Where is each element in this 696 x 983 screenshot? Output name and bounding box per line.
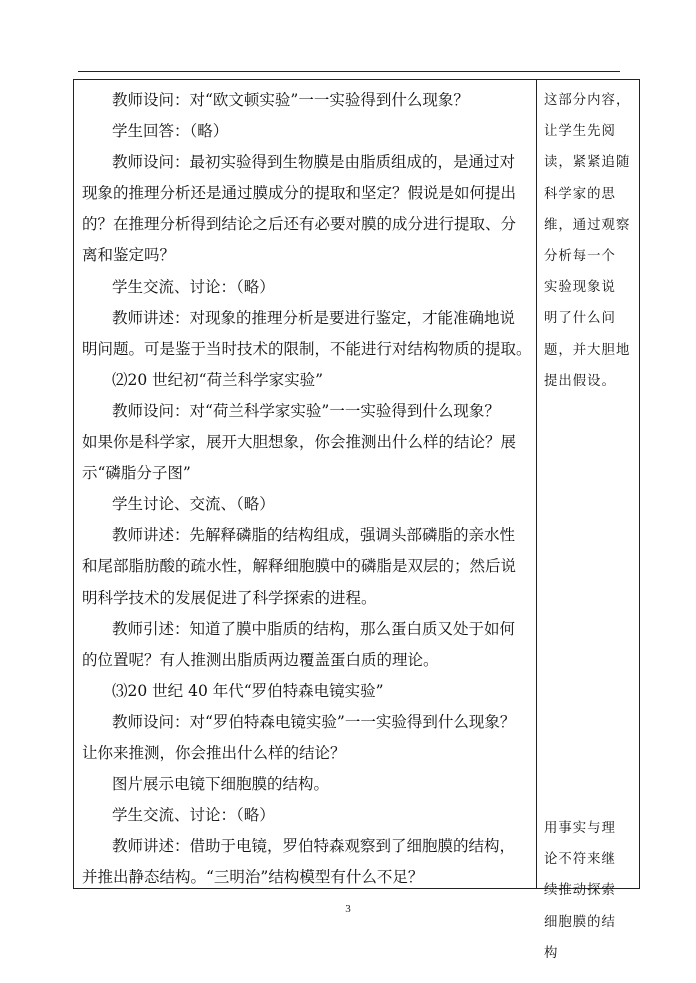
side-note-line: 题，并大胆地 (544, 342, 631, 358)
text-line: 并推出静态结构。“三明治”结构模型有什么不足？ (82, 868, 424, 887)
text-line: 如果你是科学家，展开大胆想象，你会推测出什么样的结论？展 (82, 433, 517, 452)
text-line: 示“磷脂分子图” (82, 464, 191, 483)
page-number: 3 (345, 903, 351, 915)
text-line: 让你来推测，你会推出什么样的结论？ (82, 743, 346, 762)
text-line: 教师设问：对“欧文顿实验”一一实验得到什么现象？ (112, 91, 469, 109)
side-note-line: 提出假设。 (544, 373, 616, 389)
text-line: 教师设问：对“罗伯特森电镜实验”一一实验得到什么现象？ (112, 712, 516, 731)
side-note-line: 细胞膜的结 (544, 914, 616, 930)
text-line: 离和鉴定吗？ (82, 246, 176, 265)
teaching-process-column (82, 85, 534, 893)
text-line: 和尾部脂肪酸的疏水性，解释细胞膜中的磷脂是双层的；然后说 (82, 557, 517, 576)
side-note-line: 读，紧紧追随 (544, 155, 631, 171)
side-note-line: 用事实与理 (544, 821, 616, 836)
side-note-line: 实验现象说 (544, 280, 616, 296)
text-line: 教师讲述：借助于电镜，罗伯特森观察到了细胞膜的结构， (112, 837, 516, 856)
text-line: 明科学技术的发展促进了科学探索的进程。 (82, 588, 377, 607)
text-line: 教师设问：最初实验得到生物膜是由脂质组成的，是通过对 (112, 153, 516, 172)
side-note-line: 论不符来继 (544, 852, 616, 868)
side-note-line: 分析每一个 (544, 248, 616, 264)
side-note-line: 续推动探索 (544, 883, 616, 899)
side-note-line: 维，通过观察 (544, 217, 631, 233)
side-note-line: 构 (544, 945, 559, 961)
text-line: 的位置呢？有人推测出脂质两边覆盖蛋白质的理论。 (82, 650, 439, 669)
text-line: 现象的推理分析还是通过膜成分的提取和坚定？假说是如何提出 (82, 184, 517, 203)
text-line: 的？在推理分析得到结论之后还有必要对膜的成分进行提取、分 (82, 215, 517, 234)
side-note-line: 明了什么问 (544, 311, 616, 327)
side-note-1 (544, 85, 636, 397)
text-line: 图片展示电镜下细胞膜的结构。 (112, 775, 330, 794)
text-line: 学生交流、讨论：（略） (112, 806, 275, 825)
text-line: ⑵20 世纪初“荷兰科学家实验” (112, 370, 323, 389)
text-line: 学生讨论、交流、（略） (112, 495, 275, 514)
text-line: 教师讲述：先解释磷脂的结构组成，强调头部磷脂的亲水性 (112, 526, 516, 545)
side-note-line: 科学家的思 (544, 186, 616, 202)
side-note-line: 让学生先阅 (544, 124, 616, 140)
side-note-line: 这部分内容， (544, 93, 631, 108)
text-line: 学生回答：（略） (112, 122, 229, 141)
side-note-2 (544, 813, 636, 969)
text-line: ⑶20 世纪 40 年代“罗伯特森电镜实验” (112, 681, 384, 700)
text-line: 教师引述：知道了膜中脂质的结构，那么蛋白质又处于如何 (112, 619, 516, 638)
text-line: 明问题。可是鉴于当时技术的限制，不能进行对结构物质的提取。 (82, 339, 532, 358)
text-line: 教师讲述：对现象的推理分析是要进行鉴定，才能准确地说 (112, 308, 516, 327)
column-divider (536, 80, 537, 888)
lesson-table (73, 79, 640, 961)
text-line: 学生交流、讨论：（略） (112, 277, 275, 296)
text-line: 教师设问：对“荷兰科学家实验”一一实验得到什么现象？ (112, 401, 500, 420)
header-rule (78, 71, 620, 72)
